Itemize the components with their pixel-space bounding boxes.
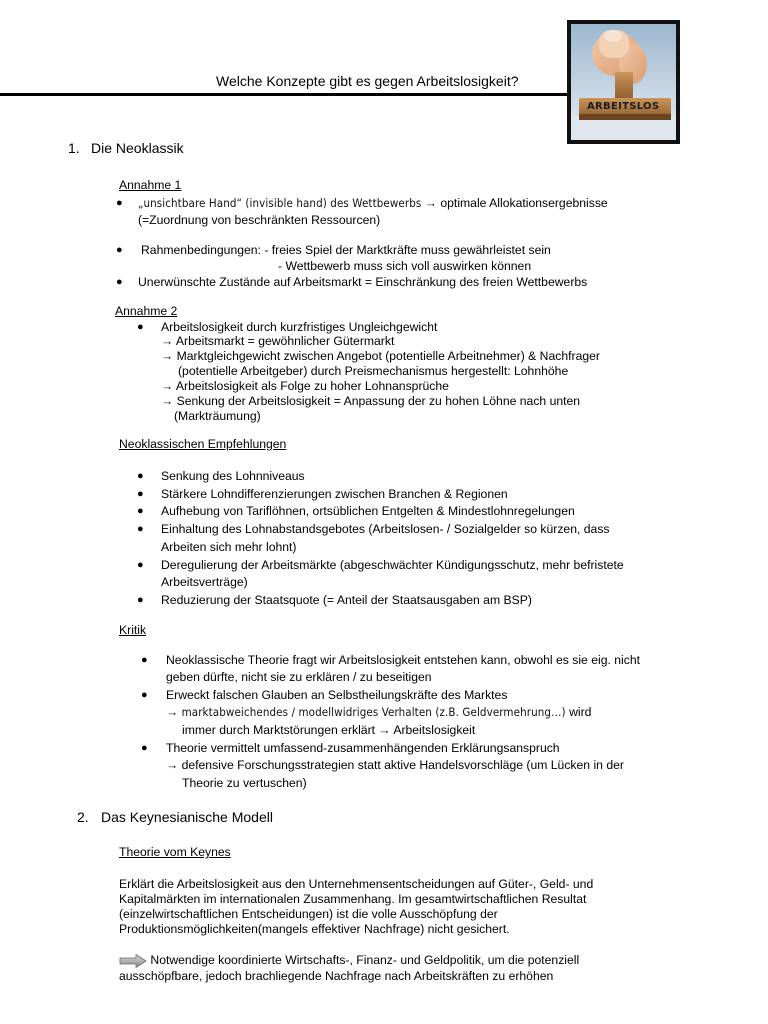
bullet-icon: ● bbox=[141, 654, 148, 666]
annahme2-line: → Arbeitslosigkeit als Folge zu hoher Lohnansprüche bbox=[161, 379, 449, 393]
kritik-item: Theorie vermittelt umfassend-zusammenhängenden Erklärungsanspruch bbox=[166, 741, 560, 755]
keynes-sub: Theorie vom Keynes bbox=[119, 845, 231, 859]
bullet-icon: ● bbox=[137, 559, 144, 571]
empfehlung-item: Stärkere Lohndifferenzierungen zwischen Branchen & Regionen bbox=[161, 487, 508, 501]
empfehlung-item-cont: Arbeitsverträge) bbox=[161, 575, 248, 589]
annahme1-bullet2-line2: - Wettbewerb muss sich voll auswirken können bbox=[278, 259, 532, 273]
empfehlung-item-cont: Arbeiten sich mehr lohnt) bbox=[161, 540, 297, 554]
keynes-para-line: Produktionsmöglichkeiten(mangels effektiver Nachfrage) nicht gesichert. bbox=[119, 922, 510, 936]
annahme2-label: Annahme 2 bbox=[115, 304, 178, 318]
bullet-icon: ● bbox=[137, 470, 144, 482]
bullet-icon: ● bbox=[137, 594, 144, 606]
empfehlung-item: Aufhebung von Tariflöhnen, ortsüblichen Entgelten & Mindestlohnregelungen bbox=[161, 504, 575, 518]
annahme2-line: (Markträumung) bbox=[174, 409, 261, 423]
annahme2-line: → Senkung der Arbeitslosigkeit = Anpassung der zu hohen Löhne nach unten bbox=[161, 394, 581, 408]
annahme1-bullet2-line1: Rahmenbedingungen: - freies Spiel der Marktkräfte muss gewährleistet sein bbox=[141, 243, 551, 257]
kritik-item: Neoklassische Theorie fragt wir Arbeitslosigkeit entstehen kann, obwohl es sie eig. nicht bbox=[166, 653, 640, 667]
stamp-text: ARBEITSLOS bbox=[587, 101, 660, 112]
page-title: Welche Konzepte gibt es gegen Arbeitslosigkeit? bbox=[216, 73, 519, 89]
kritik-narrow-text: marktabweichendes / modellwidriges Verhalten (z.B. Geldvermehrung…) bbox=[181, 705, 566, 719]
annahme2-bullet: Arbeitslosigkeit durch kurzfristiges Ungleichgewicht bbox=[161, 320, 438, 334]
bullet-icon: ● bbox=[137, 505, 144, 517]
empfehlung-item: Senkung des Lohnniveaus bbox=[161, 469, 305, 483]
bullet-icon: ● bbox=[137, 523, 144, 535]
annahme1-bullet1-rest: → optimale Allokationsergebnisse bbox=[424, 196, 608, 210]
right-arrow-icon bbox=[119, 954, 147, 968]
stamp-hand-image bbox=[571, 24, 676, 140]
bullet-icon: ● bbox=[116, 244, 123, 256]
section1-heading: Die Neoklassik bbox=[91, 140, 184, 156]
bullet-icon: ● bbox=[141, 742, 148, 754]
bullet-icon: ● bbox=[116, 276, 123, 288]
empfehlung-item: Deregulierung der Arbeitsmärkte (abgeschwächter Kündigungsschutz, mehr befristete bbox=[161, 558, 624, 572]
annahme2-line: → Marktgleichgewicht zwischen Angebot (potentielle Arbeitnehmer) & Nachfrager bbox=[161, 349, 600, 363]
empfehlung-item: Reduzierung der Staatsquote (= Anteil der Staatsausgaben am BSP) bbox=[161, 593, 532, 607]
annahme1-bullet1-line2: (=Zuordnung von beschränkten Ressourcen) bbox=[138, 213, 381, 227]
keynes-note-line2: ausschöpfbare, jedoch brachliegende Nachfrage nach Arbeitskräften zu erhöhen bbox=[119, 969, 554, 983]
annahme1-bullet1 bbox=[138, 196, 608, 211]
empfehlung-item: Einhaltung des Lohnabstandsgebotes (Arbeitslosen- / Sozialgelder so kürzen, dass bbox=[161, 522, 610, 536]
title-rule bbox=[0, 93, 568, 96]
keynes-para-line: Erklärt die Arbeitslosigkeit aus den Unternehmensentscheidungen auf Güter-, Geld- und bbox=[119, 877, 594, 891]
annahme1-bullet3: Unerwünschte Zustände auf Arbeitsmarkt = Einschränkung des freien Wettbewerbs bbox=[138, 275, 588, 289]
kritik-item-cont bbox=[166, 705, 591, 720]
kritik-item-cont: Theorie zu vertuschen) bbox=[182, 776, 307, 790]
keynes-note-text: Notwendige koordinierte Wirtschafts-, Finanz- und Geldpolitik, um die potenziell bbox=[150, 953, 580, 967]
keynes-para-line: (einzelwirtschaftlichen Entscheidungen) ist die volle Ausschöpfung der bbox=[119, 907, 498, 921]
kritik-item-cont: geben dürfte, nicht sie zu erklären / zu beseitigen bbox=[166, 670, 432, 684]
kritik-arrow: → bbox=[166, 705, 179, 719]
arbeitslos-photo bbox=[567, 20, 680, 144]
annahme2-line: → Arbeitsmarkt = gewöhnlicher Gütermarkt bbox=[161, 334, 395, 348]
section2-heading: Das Keynesianische Modell bbox=[101, 809, 273, 825]
keynes-note-line1 bbox=[119, 953, 579, 968]
annahme2-line: (potentielle Arbeitgeber) durch Preismechanismus hergestellt: Lohnhöhe bbox=[178, 364, 569, 378]
section2-number: 2. bbox=[77, 809, 89, 825]
kritik-rest-text: wird bbox=[569, 705, 592, 719]
kritik-label: Kritik bbox=[119, 623, 147, 637]
keynes-para-line: Kapitalmärkten im internationalen Zusammenhang. Im gesamtwirtschaftlichen Resultat bbox=[119, 892, 587, 906]
bullet-icon: ● bbox=[141, 689, 148, 701]
kritik-item-cont: → defensive Forschungsstrategien statt aktive Handelsvorschläge (um Lücken in der bbox=[166, 758, 624, 772]
bullet-icon: ● bbox=[137, 321, 144, 333]
kritik-item: Erweckt falschen Glauben an Selbstheilungskräfte des Marktes bbox=[166, 688, 508, 702]
kritik-item-cont: immer durch Marktstörungen erklärt → Arbeitslosigkeit bbox=[182, 723, 476, 737]
bullet-icon: ● bbox=[137, 488, 144, 500]
annahme1-bullet1-narrow: „unsichtbare Hand“ (invisible hand) des Wettbewerbs bbox=[138, 196, 422, 210]
annahme1-label: Annahme 1 bbox=[119, 178, 182, 192]
empfehlungen-label: Neoklassischen Empfehlungen bbox=[119, 437, 287, 451]
bullet-icon: ● bbox=[116, 197, 123, 209]
section1-number: 1. bbox=[68, 140, 80, 156]
